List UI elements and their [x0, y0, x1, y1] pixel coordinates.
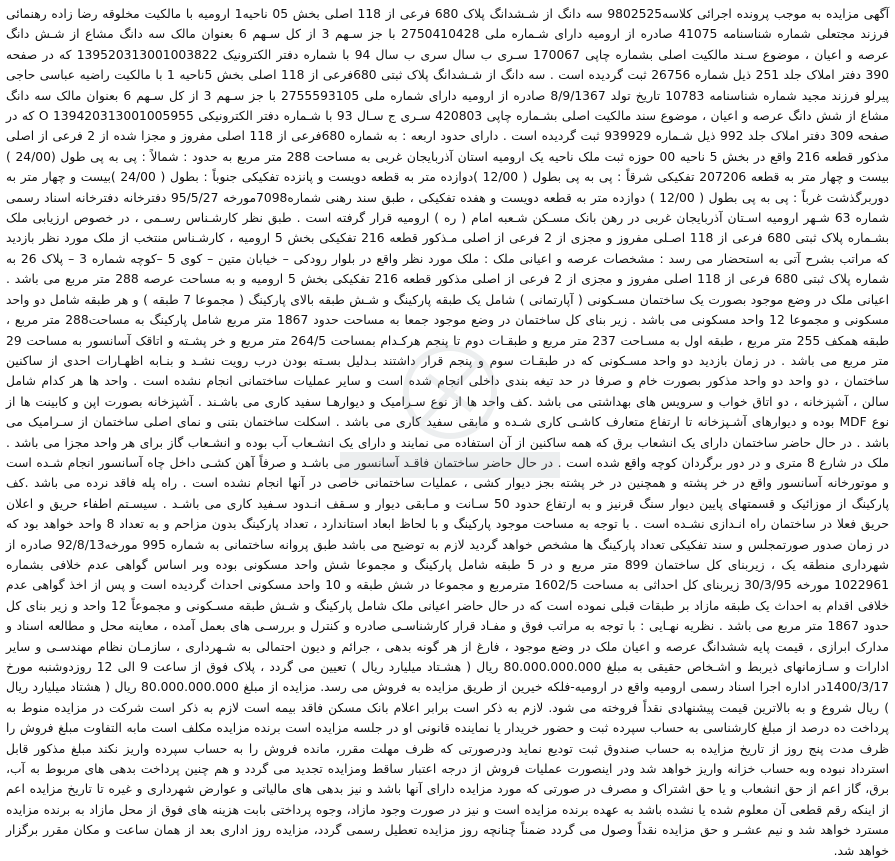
- auction-notice-text: آگهی مزایده به موجب پرونده اجرائی کلاسه9802525 سه دانگ از شـشدانگ پلاک 680 فرعی از 118 اصلی بخش 05 ناحیه1 ارومیه با مالکیت مخلوقه رضا زاده رهنمائی فرزند مجتعلی شماره شناسنامه 41075 صادره از ارومیه دارای شـماره ملی 2750410428 با جز سـهم 3 از کل سـهم 6 بعنوان مالک سه دانگ مشاع از شـش دانگ عرصه و اعیان ، موضوع سـند مالکیت اصلی بشماره چاپی 170067 سـری ب سال سری ب سال 94 با شماره دفتر الکترونیک 139520313001003822 که در صفحه 390 دفتر املاک جلد 251 ذیل شماره 26756 ثبت گردیده است . سه دانگ از شـشدانگ پلاک ثبتی 680فرعی از 118 اصلی بخش 5ناحیه 1 با مالکیت راضیه عباسی حاجی پیرلو فرزند مجید شماره شناسنامه 10783 تاریخ تولد 8/9/1367 صادره از ارومیه دارای شماره ملی 2755593105 با جز سـهم 3 از کل سـهم 6 بعنوان مالک سه دانگ مشاع از شش دانگ عرصه و اعیان ، موضوع سند مالکیت اصلی بشـماره چاپی 420803 سـری ج سـال 93 با شـماره دفتر الکترونیکی 139420313001005955 O که در صفحه 309 دفتر املاک جلد 992 ذیل شـماره 939929 ثبت گردیده است . دارای حدود اربعه : به شماره 680فرعی از 118 اصلی مفروز و مجزا شده از 2 فرعی از اصلی مذکور قطعه 216 واقع در بخش 5 ناحیه 00 حوزه ثبت ملک ناحیه یک ارومیه استان آذربایجان غربی به مساحت 288 متر مربع به حدود : شمالاً : پی به پی طول (24/00 ) بیست و چهار متر به قطعه 207206 تفکیکی شرقاً : پی به پی بطول ( 12/00 )دوازده متر به قطعه دویست و پانزده تفکیکی جنوباً : بطول ( 24/00 )بیست و چهار متر به دوربرگذشت غرباً : پی به پی بطول ( 12/00 ) دوازده متر به قطعه دویست و هفده تفکیکی ، طبق سند رهنی شماره7098مورخه 95/5/27 دفترخانه دفترخانه اسناد رسمی شماره 63 شـهر ارومیه اسـتان آذربایجان غربی در رهن بانک مسـکن شـعبه امام ( ره ) ارومیه قرار گرفته است . طبق نظر کارشـناس رسـمی ، در خصوص ارزیابی ملک بشـماره پلاک ثبتی 680 فرعی از 118 اصـلی مفروز و مجزی از 2 فرعی از اصلی مـذکور قطعه 216 تفکیکی بخش 5 ارومیه ، کارشـناس منتخب از ملک مورد نظر بازدید که مراتب بشرح آتی به استحضار می رسد : مشخصات عرصه و اعیانی ملک : ملک مورد نظر واقع در بلوار رودکی – خیابان متین – کوی 5 –کوچه شماره 3 – پلاک 26 به شماره پلاک ثبتی 680 فرعی از 118 اصلی مفروز و مجزی از 2 فرعی از اصلی مذکور قطعه 216 تفکیکی بخش 5 ارومیه و به مساحت عرصه 288 متر مربع می باشد . اعیانی ملک در وضع موجود بصورت یک ساختمان مسـکونی ( آپارتمانی ) شامل یک طبقه پارکینگ و شـش طبقه بالای پارکینگ ( مجموعا 7 طبقه ) و هر طبقه شامل دو واحد مسکونی و مجموعا 12 واحد مسکونی می باشد . زیر بنای کل ساختمان در وضع موجود جمعا به مساحت حدود 1867 متر مربع شامل پارکینگ به مساحت288 متر مربع ، طبقه همکف 255 متر مربع ، طبقه اول به مسـاحت 237 متر مربع و طبقـات دوم تا پنجم هرکـدام بمساحت 264/5 متر مربع و خر پشـته و اتاقک آسانسور به مساحت 29 متر مربع می باشد . در زمان بازدید دو واحد مسـکونی که در طبقـات سوم و پنجم قرار داشتند بـدلیل بسـته بودن درب رویت نشـد و بنـابه اظهـارات احدی از ساکنین ساختمان ، دو واحد دو واحد مذکور بصورت خام و صرفا در حد تیغه بندی داخلی انجام شده است و سایر عملیات ساختمانی انجام نشده است . واحد ها هر کدام شامل سالن ، آشپزخانه ، دو اتاق خواب و سرویس های بهداشتی می باشد .کف واحد ها از نوع سـرامیک و دیوارهـا سفید کاری می باشـند . آشپزخانه بصورت اپن و کابینت ها از نوع MDF بوده و دیوارهای آشـپزخانه تا ارتفاع متعارف کاشـی کاری شـده و مابقی سفید کاری می باشد . اسکلت ساختمان بتنی و نمای اصلی ساختمان از سـرامیک می باشد . در حال حاضر ساختمان دارای یک انشعاب برق که همه ساکنین از آن استفاده می نمایند و دارای یک انشـعاب آب بوده و انشـعاب گاز برای هر واحد مجزا می باشد . ملک در شارع 8 متری و در دور برگردان کوچه واقع شده است . در حال حاضر ساختمان فاقـد آسانسور می باشـد و صرفاً آهن کشـی داخل چاه آسانسور انجام شـده است و موتورخانه آسانسور واقع در خر پشته و همچنین در خر پشته بجز دیوار کشی ، عملیات ساختمانی خاصی در آنها انجام نشده است . راه پله فاقد نرده می باشد .کف پارکینگ از موزائیک و قسمتهای پایین دیوار سنگ قرنیز و به ارتفاع حدود 50 سـانت و مـابقی دیوار و سـقف انـدود سـفید کاری می باشـد . سیسـتم اطفاء حریق و اعلان حریق فعلا در ساختمان راه انـدازی نشـده است . با توجه به مساحت موجود پارکینگ و با لحاظ ابعاد استاندارد ، تعداد پارکینگ بدون مزاحم و به تعداد 8 واحد خواهد بود که در زمان صدور صورتمجلس و سند تفکیکی تعداد پارکینگ ها مشخص خواهد گردید لازم به توضیح می باشد طبق پروانه ساختمانی به شماره 995 مورخه92/8/13 صادره از شهرداری منطقه یک ، زیربنای کل ساختمان 899 متر مربع و در 5 طبقه شامل پارکینگ و مجموعا شش واحد مسکونی بوده وبر اساس گواهی عدم خلافی بشماره 1022961 مورخه 30/3/95 زیربنای کل احداثی به مساحت 1602/5 مترمربع و مجموعا در شش طبقه و 10 واحد مسکونی احداث گردیده است و پس از اخذ گواهی عدم خلافی اقدام به احداث یک طبقه مازاد بر طبقات قبلی نموده است که در حال حاضر اعیانی ملک شامل پارکینگ و شـش طبقه مسـکونی و مجموعاً 12 واحد و زیر بنای کل حدود 1867 متر مربع می باشد . نظریه نهـایی : با توجه به مراتب فوق و مفـاد قرار کارشناسـی صادره و کنترل و بررسـی های بعمل آمده ، معاینه محل و مطالعه اسناد و مدارک ابرازی ، قیمت پایه ششدانگ عرصه و اعیان ملک در وضع موجود ، فارغ از هر گونه بدهی ، جرائم و دیون احتمالی به شـهرداری ، سازمـان نظام مهندسـی و سایر ادارات و سـازمانهای ذیربط و اشـخاص حقیقی به مبلغ 80.000.000.000 ریال ( هشـتاد میلیارد ریال ) تعیین می گردد ، پلاک فوق از ساعت 9 الی 12 روزدوشنبه مورخ 1400/3/17در اداره اجرا اسناد رسمی ارومیه واقع در ارومیه-فلکه خیرین از طریق مزایده به فروش می رسد. مزایده از مبلغ 80.000.000.000 ریال ( هشتاد میلیارد ریال ) ریال شروع و به بالاترین قیمت پیشنهادی نقداً فروخته می شود. لازم به ذکر است برابر اعلام بانک مسکن فاقد بیمه است لازم به ذکر است شرکت در مزایده منوط به پرداخت ده درصد از مبلغ کارشناسی به حساب سپرده ثبت و حضور خریدار یا نماینده قانونی او در جلسه مزایده است برنده مزایده مکلف است مابه التفاوت مبلغ فروش را ظرف مدت پنج روز از تاریخ مزایده به حساب صندوق ثبت تودیع نماید ودرصورتی که ظرف مهلت مقرر، مانده فروش را به حساب سپرده واریز نکند مبلغ مذکور قابل استرداد نبوده وبه حساب خزانه واریز خواهد شد ودر اینصورت عملیات فروش از درجه اعتبار ساقط ومزایده تجدید می گردد و هم چنین پرداخت بدهی های مربوط به آب، برق، گاز اعم از حق انشعاب و یا حق اشتراک و مصرف در صورتی که مورد مزایده دارای آنها باشد و نیز بدهی های مالیاتی و عوارض شهرداری و غیره تا تاریخ مزایده اعم از اینکه رقم قطعی آن معلوم شده یا نشده باشد به عهده برنده مزایده است و نیز در صورت وجود مازاد، وجوه پرداختی بابت هزینه های فوق از محل مازاد به برنده مزایده مسترد خواهد شد و نیم عشـر و حق مزایده نقداً وصول می گردد ضمناً چنانچه روز مزایده تعطیل رسمی گردد، مزایده روز اداری بعد از همان ساعت و مکان مقرر برگزار خواهد شد.: [6, 7, 890, 858]
